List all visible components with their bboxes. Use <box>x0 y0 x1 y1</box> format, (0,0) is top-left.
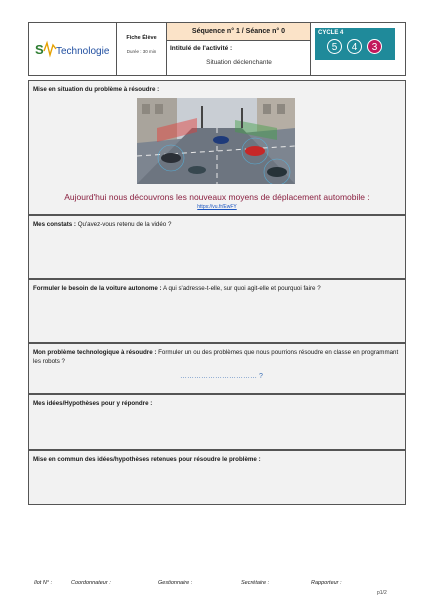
tagline: Aujourd'hui nous découvrons les nouveaux moyens de déplacement automobile : <box>64 192 370 202</box>
situation-title: Mise en situation du problème à résoudre : <box>33 86 160 93</box>
cycle-badge <box>315 28 395 60</box>
footer-coordonnateur: Coordonnateur : <box>71 580 111 586</box>
page-number: p1/2 <box>377 590 387 596</box>
activity-label: Intitulé de l'activité : <box>170 45 233 52</box>
besoin-title: Formuler le besoin de la voiture autonome : <box>33 285 162 292</box>
sequence-cell: Séquence n° 1 / Séance n° 0 <box>167 23 311 41</box>
logo-text: Technologie <box>56 46 110 57</box>
level-3-badge: 3 <box>367 39 382 54</box>
technologie-logo <box>29 23 117 75</box>
level-5-badge: 5 <box>327 39 342 54</box>
idees-title: Mes idées/Hypothèses pour y répondre : <box>33 400 153 407</box>
logo-cell <box>29 23 117 75</box>
footer-ilot: Ilot N° : <box>34 580 53 586</box>
probleme-section <box>28 343 406 394</box>
video-link[interactable]: https://vu.fr/EwFY <box>197 204 237 210</box>
constats-section <box>28 215 406 279</box>
cycle-label: CYCLE 4 <box>318 30 344 36</box>
header-table <box>28 22 406 76</box>
level-4-badge: 4 <box>347 39 362 54</box>
besoin-text: A qui s'adresse-t-elle, sur quoi agit-elle et pourquoi faire ? <box>161 285 321 292</box>
fiche-duration: Durée : 30 min <box>126 49 157 54</box>
fiche-cell <box>117 23 167 75</box>
probleme-answer-line[interactable]: …………………………… ? <box>180 373 263 380</box>
footer-secretaire: Secrétaire : <box>241 580 270 586</box>
activity-cell <box>167 41 311 75</box>
cycle-cell <box>311 23 405 75</box>
autonomous-cars-intersection-image <box>137 98 295 184</box>
probleme-title: Mon problème technologique à résoudre : <box>33 349 157 356</box>
footer-rapporteur: Rapporteur : <box>311 580 342 586</box>
constats-text: Qu'avez-vous retenu de la vidéo ? <box>75 221 172 228</box>
commun-title: Mise en commun des idées/hypothèses retenues pour résoudre le problème : <box>33 456 261 463</box>
commun-section <box>28 450 406 505</box>
idees-section <box>28 394 406 450</box>
svg-text:S: S <box>35 42 44 57</box>
footer-gestionnaire: Gestionnaire : <box>158 580 193 586</box>
besoin-section <box>28 279 406 343</box>
activity-value: Situation déclenchante <box>206 59 272 66</box>
fiche-title: Fiche Élève <box>126 35 157 41</box>
probleme-text: Formuler un ou des problèmes que nous pourrions résoudre en classe en programmant les robots ? <box>33 349 399 365</box>
constats-title: Mes constats : <box>33 221 76 228</box>
